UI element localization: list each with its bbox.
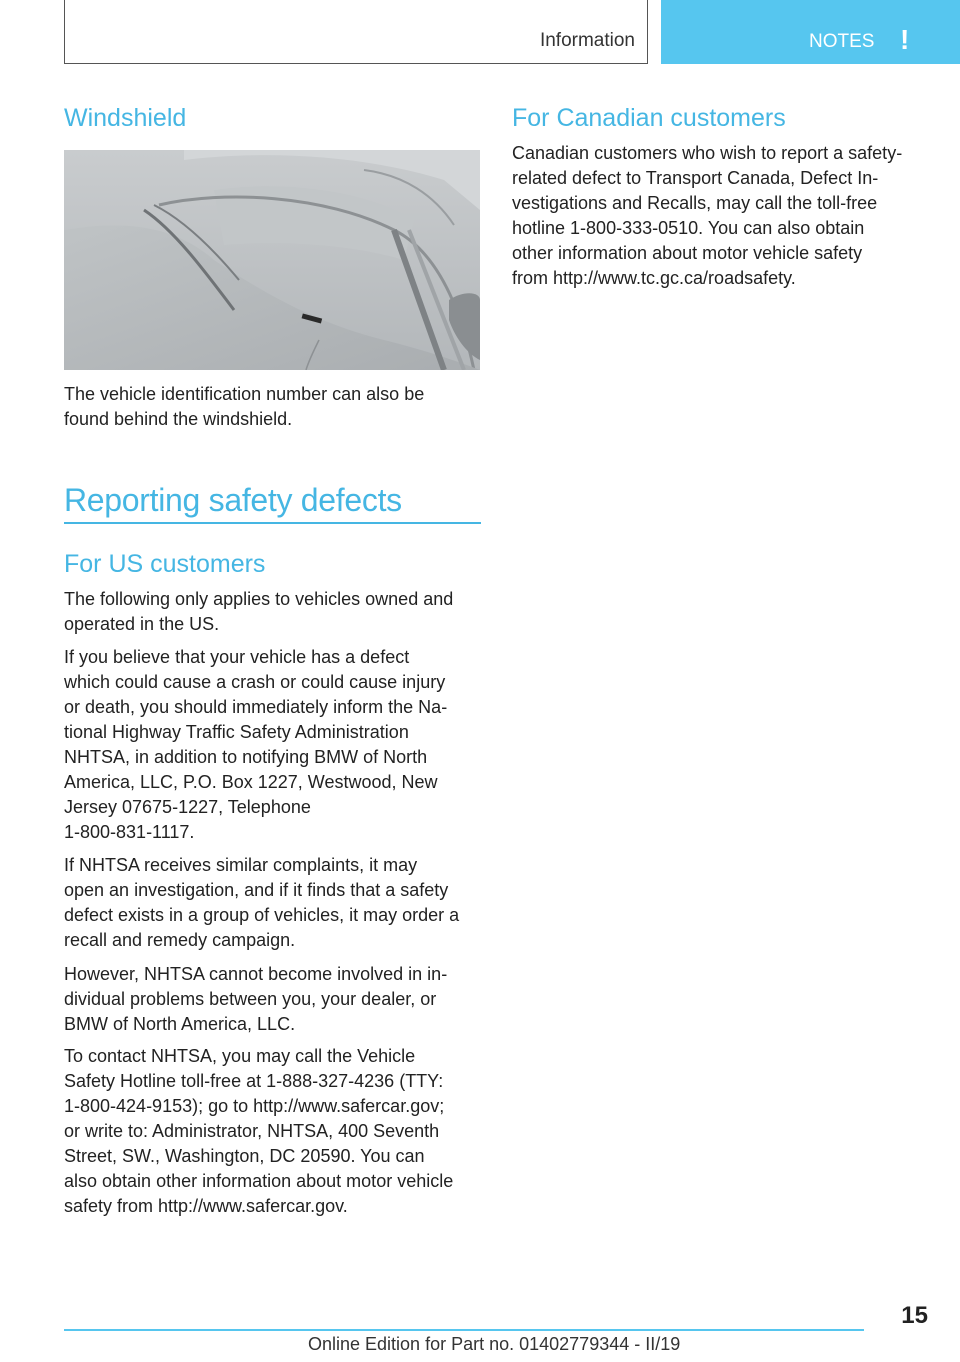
reporting-heading-rule bbox=[64, 522, 481, 524]
footer-edition-text: Online Edition for Part no. 01402779344 - II/19 bbox=[308, 1334, 681, 1354]
windshield-heading: Windshield bbox=[64, 104, 187, 132]
header-section-box bbox=[64, 0, 648, 64]
canadian-customers-heading: For Canadian customers bbox=[512, 104, 786, 132]
header-chapter-label: NOTES bbox=[809, 31, 875, 52]
footer-rule bbox=[64, 1329, 864, 1331]
canadian-paragraph: Canadian customers who wish to report a safety- related defect to Transport Canada, Defect In- vestigations and Recalls, may call the toll-free hotline 1-800-333-0510. You can also obtain other information about motor vehicle safety from http://www.tc.gc.ca/roadsafety. bbox=[512, 143, 903, 288]
us-customers-heading: For US customers bbox=[64, 550, 266, 578]
windshield-vin-illustration bbox=[64, 150, 480, 370]
us-paragraph-3: If NHTSA receives similar complaints, it may open an investigation, and if it finds that a safety defect exists in a group of vehicles, it may order a recall and remedy campaign. bbox=[64, 855, 460, 950]
header-section-title: Information bbox=[539, 30, 635, 51]
exclamation-icon: ! bbox=[900, 24, 910, 55]
us-paragraph-2: If you believe that your vehicle has a defect which could cause a crash or could cause injury or death, you should immediately inform the Na- tional Highway Traffic Safety Administration NHTSA, in addition to notifying BMW of North America, LLC, P.O. Box 1227, Westwood, New Jersey 07675-1227, Telephone 1-800-831-1117. bbox=[64, 647, 448, 842]
page-number: 15 bbox=[901, 1302, 928, 1329]
header-chapter-tab bbox=[661, 0, 960, 64]
us-paragraph-4: However, NHTSA cannot become involved in in- dividual problems between you, your dealer, or BMW of North America, LLC. bbox=[64, 964, 448, 1034]
us-paragraph-1: The following only applies to vehicles owned and operated in the US. bbox=[64, 589, 454, 634]
reporting-heading: Reporting safety defects bbox=[64, 482, 402, 518]
windshield-photo bbox=[64, 150, 480, 370]
windshield-caption: The vehicle identification number can also be found behind the windshield. bbox=[64, 384, 425, 429]
us-paragraph-5: To contact NHTSA, you may call the Vehicle Safety Hotline toll-free at 1-888-327-4236 (TTY: 1-800-424-9153); go to http://www.safercar.gov; or write to: Administrator, NHTSA, 400 Seventh Street, SW., Washington, DC 20590. You can also obtain other information about motor vehicle safety from http://www.safercar.gov. bbox=[64, 1046, 454, 1216]
